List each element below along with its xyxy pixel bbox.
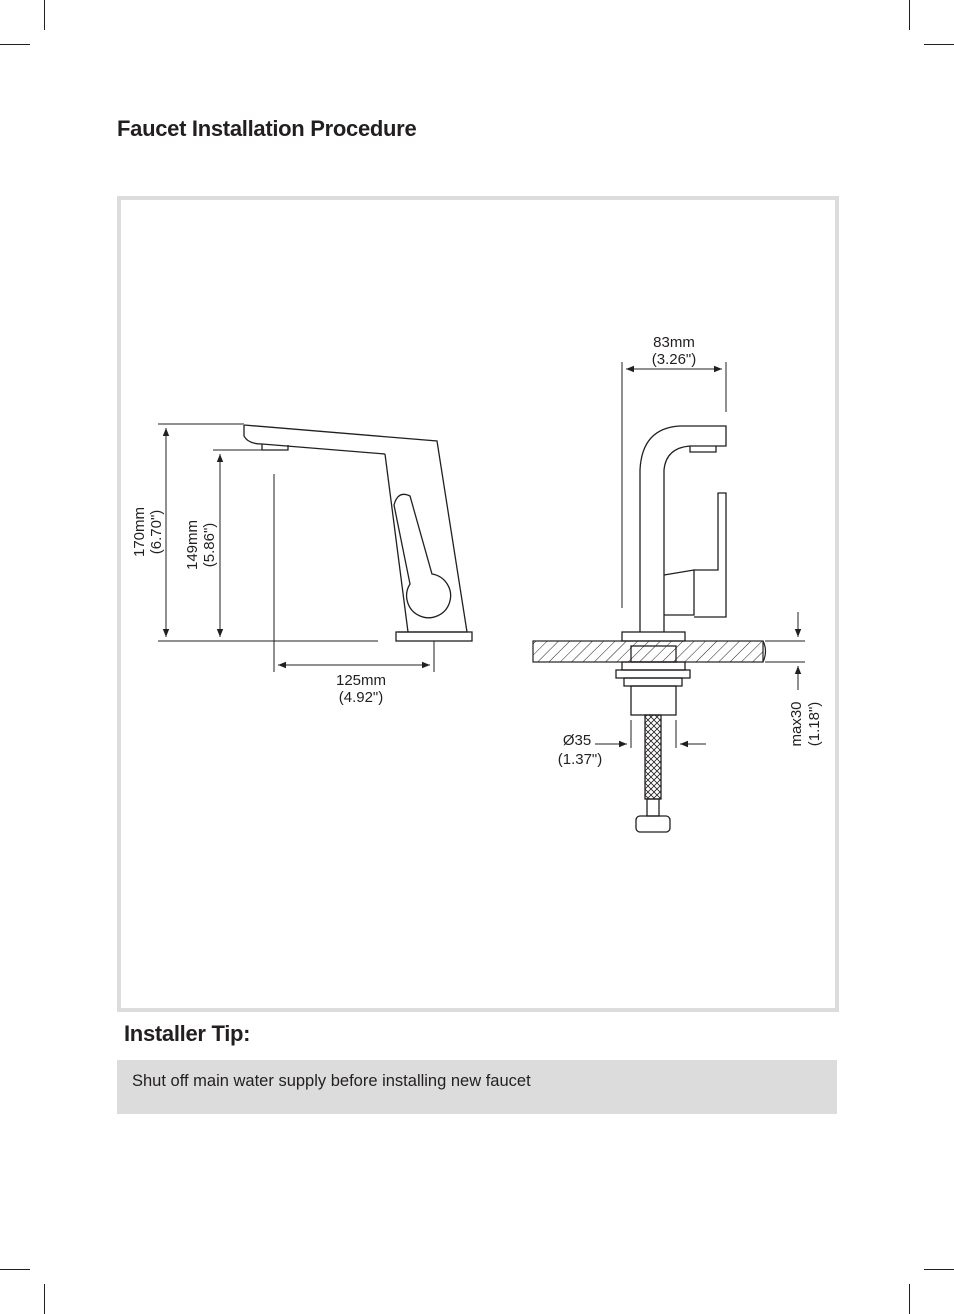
height-outlet-inch: (5.86") [201,522,218,568]
deck-thickness-inch: (1.18") [806,701,823,747]
installer-tip-box [117,1060,837,1114]
spout-reach-mm: 125mm [335,672,387,689]
height-total-mm: 170mm [131,506,148,558]
side-view-faucet [616,426,726,832]
front-view-faucet [244,425,472,641]
page-title: Faucet Installation Procedure [117,116,417,141]
side-dimension-lines [595,362,805,748]
installer-tip-heading: Installer Tip: [124,1021,251,1046]
hole-diameter-mm: Ø35 [562,732,592,749]
installer-tip-text: Shut off main water supply before installing new faucet [132,1072,531,1090]
height-outlet-mm: 149mm [184,519,201,571]
deck-thickness-mm: max30 [788,701,805,747]
side-depth-inch: (3.26") [651,351,697,368]
side-depth-mm: 83mm [653,334,695,351]
hole-diameter-inch: (1.37") [557,751,603,768]
height-total-inch: (6.70") [148,509,165,555]
spout-reach-inch: (4.92") [338,689,384,706]
countertop-section [533,641,763,662]
